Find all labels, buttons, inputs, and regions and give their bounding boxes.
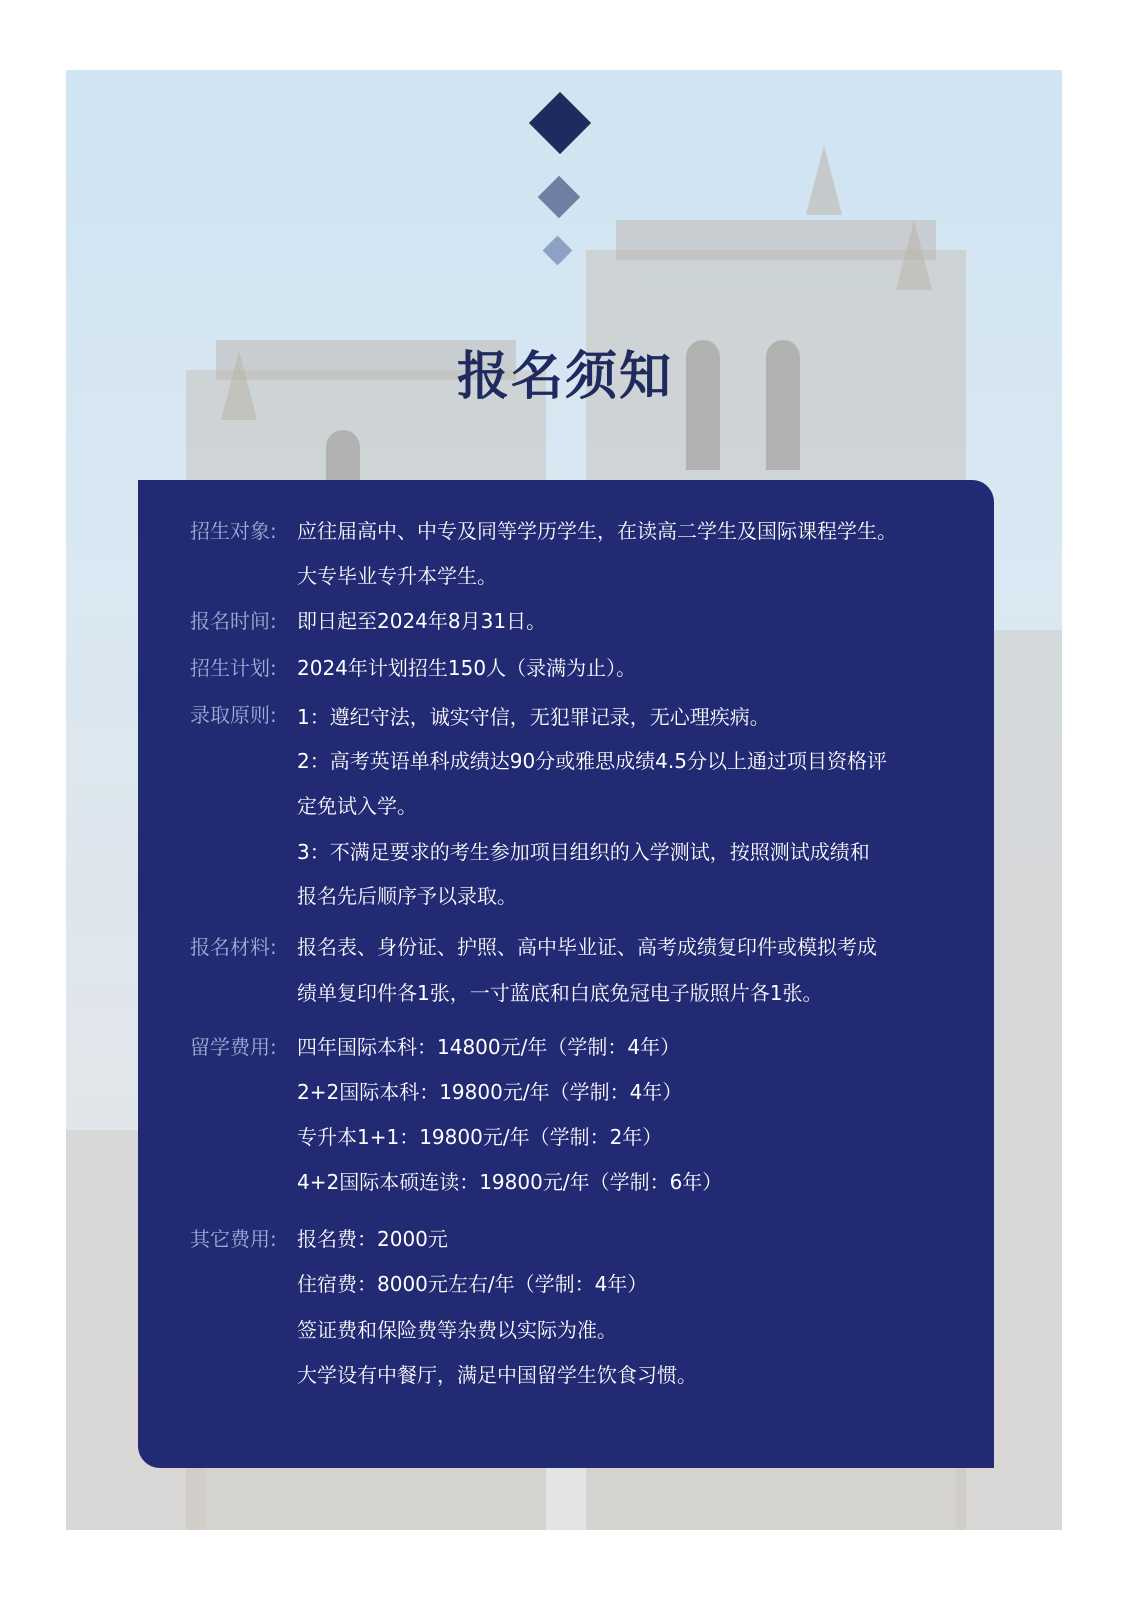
section-label-registration-time: 报名时间:	[190, 609, 277, 633]
section-text-line: 应往届高中、中专及同等学历学生，在读高二学生及国际课程学生。	[297, 519, 897, 543]
section-text-line: 专升本1+1：19800元/年（学制：2年）	[297, 1125, 663, 1149]
section-text-line: 四年国际本科：14800元/年（学制：4年）	[297, 1035, 681, 1059]
section-text-line: 2：高考英语单科成绩达90分或雅思成绩4.5分以上通过项目资格评	[297, 749, 887, 773]
section-text-line: 绩单复印件各1张，一寸蓝底和白底免冠电子版照片各1张。	[297, 981, 823, 1005]
section-label-study-fees: 留学费用:	[190, 1035, 277, 1059]
section-label-admission-target: 招生对象:	[190, 519, 277, 543]
spire-shape	[806, 145, 842, 215]
section-text-line: 4+2国际本硕连读：19800元/年（学制：6年）	[297, 1170, 723, 1194]
section-text-line: 报名表、身份证、护照、高中毕业证、高考成绩复印件或模拟考成	[297, 935, 877, 959]
section-text-line: 报名费：2000元	[297, 1227, 448, 1251]
page-title: 报名须知	[456, 347, 673, 407]
section-text-line: 定免试入学。	[297, 794, 417, 818]
section-text-line: 2+2国际本科：19800元/年（学制：4年）	[297, 1080, 683, 1104]
section-label-other-fees: 其它费用:	[190, 1227, 277, 1251]
right-tower-cap	[616, 220, 936, 260]
section-text-line: 报名先后顺序予以录取。	[297, 884, 517, 908]
section-text-line: 3：不满足要求的考生参加项目组织的入学测试，按照测试成绩和	[297, 840, 870, 864]
section-text-line: 即日起至2024年8月31日。	[297, 609, 547, 633]
section-text-line: 住宿费：8000元左右/年（学制：4年）	[297, 1272, 648, 1296]
section-text-line: 签证费和保险费等杂费以实际为准。	[297, 1318, 617, 1342]
section-text-line: 1：遵纪守法，诚实守信，无犯罪记录，无心理疾病。	[297, 705, 770, 729]
spire-shape	[896, 220, 932, 290]
section-text-line: 大学设有中餐厅，满足中国留学生饮食习惯。	[297, 1363, 697, 1387]
section-label-enrollment-plan: 招生计划:	[190, 656, 277, 680]
section-text-line: 大专毕业专升本学生。	[297, 564, 497, 588]
section-text-line: 2024年计划招生150人（录满为止）。	[297, 656, 637, 680]
section-label-admission-principles: 录取原则:	[190, 703, 277, 727]
section-label-application-materials: 报名材料:	[190, 935, 277, 959]
